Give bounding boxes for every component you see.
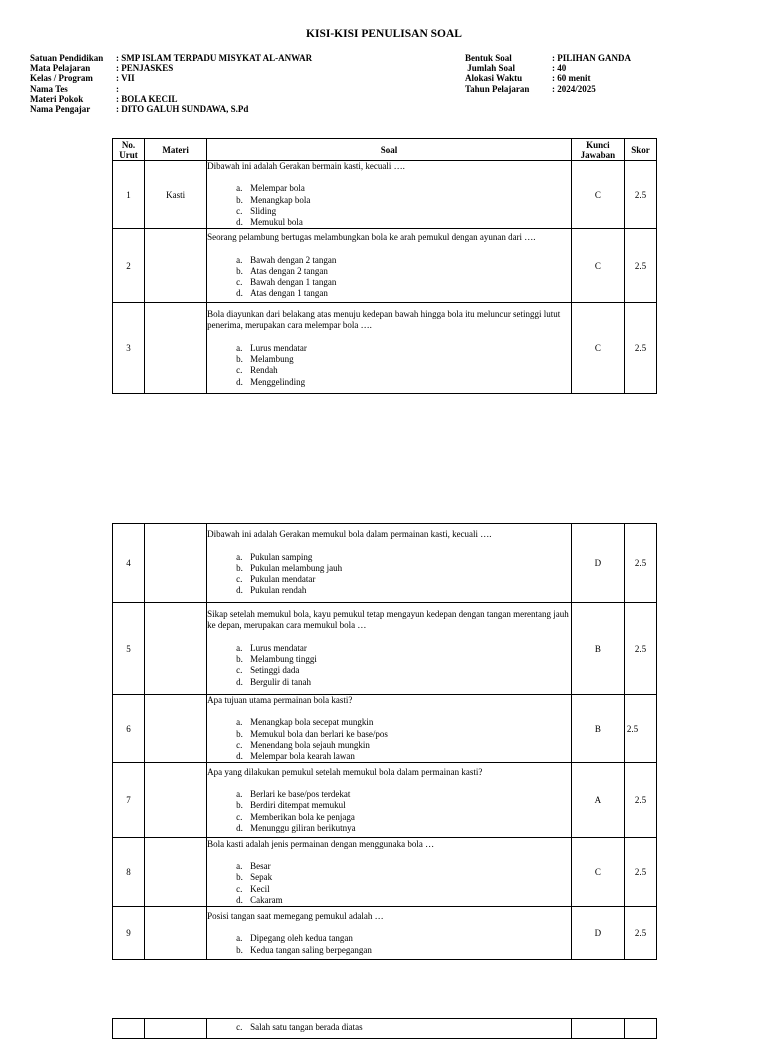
cell-key: C: [571, 303, 624, 394]
header-materi: Materi: [145, 139, 207, 161]
cell-no: 7: [113, 763, 145, 838]
option-letter: c.: [236, 205, 243, 216]
option-item: [236, 255, 571, 266]
option-item: [236, 585, 571, 596]
option-letter: a.: [236, 254, 243, 265]
header-kunci-line2: Jawaban: [580, 149, 616, 160]
cell-soal: [207, 303, 572, 394]
option-letter: b.: [236, 562, 243, 573]
cell-skor: 2.5: [624, 524, 656, 603]
option-item: [236, 823, 571, 834]
meta-row: [30, 94, 312, 104]
option-text: Kedua tangan saling berpegangan: [250, 944, 372, 955]
cell-no: 3: [113, 303, 145, 394]
meta-row: [465, 63, 631, 73]
option-letter: c.: [236, 1022, 243, 1033]
option-list: [207, 717, 571, 762]
meta-value: : 40: [552, 63, 567, 74]
option-letter: a.: [236, 933, 243, 944]
option-item: [236, 872, 571, 883]
spacer: [207, 244, 571, 255]
question-stem: Dibawah ini adalah Gerakan memukul bola dalam permainan kasti, kecuali ….: [207, 529, 492, 540]
question-table-page2: [112, 523, 657, 960]
option-text: Besar: [250, 861, 271, 872]
meta-value: : SMP ISLAM TERPADU MISYKAT AL-ANWAR: [116, 53, 313, 63]
option-letter: d.: [236, 894, 243, 905]
cell-key: B: [571, 695, 624, 763]
meta-value: : PILIHAN GANDA: [552, 53, 632, 63]
option-list: [207, 552, 571, 597]
option-text: Pukulan mendatar: [250, 574, 316, 585]
cell-no: 2: [113, 229, 145, 303]
option-text: Menggelinding: [250, 376, 306, 387]
meta-label: Alokasi Waktu: [465, 73, 523, 84]
option-item: [236, 751, 571, 762]
option-text: Berlari ke base/pos terdekat: [250, 789, 351, 800]
option-text: Dipegang oleh kedua tangan: [250, 933, 353, 944]
option-text: Setinggi dada: [250, 665, 300, 676]
option-item: [236, 800, 571, 811]
option-letter: d.: [236, 676, 243, 687]
cell-soal: [207, 907, 572, 960]
option-item: [236, 183, 571, 194]
question-stem: Bola diayunkan dari belakang atas menuju kedepan bawah hingga bola itu meluncur setinggi lutut penerima, merupakan cara melempar bola ….: [207, 309, 561, 331]
spacer: [207, 632, 571, 643]
option-letter: c.: [236, 665, 243, 676]
option-item: [236, 740, 571, 751]
option-letter: b.: [236, 944, 243, 955]
spacer: [207, 922, 571, 933]
cell-skor: 2.5: [624, 695, 656, 763]
option-text: Melambung tinggi: [250, 654, 317, 664]
option-text: Sepak: [250, 872, 273, 883]
meta-right: [465, 53, 631, 94]
cell-materi: [145, 1019, 207, 1039]
meta-row: [30, 63, 312, 73]
option-item: [236, 266, 571, 277]
cell-skor: 2.5: [624, 907, 656, 960]
meta-row: [30, 53, 312, 63]
option-item: [236, 1022, 571, 1033]
meta-row: [465, 84, 631, 94]
option-item: [236, 365, 571, 376]
option-item: [236, 933, 571, 944]
meta-row: [465, 73, 631, 83]
table-row: [113, 907, 657, 960]
question-stem: Dibawah ini adalah Gerakan bermain kasti, kecuali ….: [207, 161, 405, 171]
meta-value: : VII: [116, 73, 135, 84]
cell-key: C: [571, 229, 624, 303]
option-letter: b.: [236, 872, 243, 883]
option-text: Rendah: [250, 365, 278, 376]
meta-label: Jumlah Soal: [465, 63, 516, 74]
cell-skor: [624, 1019, 656, 1039]
cell-materi: [145, 603, 207, 695]
cell-soal: [207, 763, 572, 838]
spacer: [207, 541, 571, 552]
header-soal: Soal: [207, 139, 572, 161]
meta-row: [465, 53, 631, 63]
option-letter: a.: [236, 717, 243, 728]
meta-left: [30, 53, 312, 114]
option-item: [236, 354, 571, 365]
option-text: Sliding: [250, 205, 277, 216]
question-table-page3: [112, 1018, 657, 1039]
option-letter: c.: [236, 277, 243, 288]
option-item: [236, 895, 571, 906]
option-item: [236, 277, 571, 288]
cell-materi: [145, 524, 207, 603]
option-letter: a.: [236, 789, 243, 800]
option-list: [207, 1022, 571, 1033]
option-letter: a.: [236, 642, 243, 653]
option-text: Kecil: [250, 883, 270, 894]
option-item: [236, 812, 571, 823]
meta-row: [30, 73, 312, 83]
option-letter: c.: [236, 365, 243, 376]
option-letter: d.: [236, 822, 243, 833]
question-stem: Posisi tangan saat memegang pemukul adalah …: [207, 911, 384, 922]
cell-key: [571, 1019, 624, 1039]
option-letter: b.: [236, 194, 243, 205]
meta-label: Kelas / Program: [30, 73, 93, 84]
option-item: [236, 288, 571, 299]
option-item: [236, 729, 571, 740]
option-text: Melempar bola: [250, 183, 305, 194]
meta-value: : PENJASKES: [116, 63, 174, 74]
spacer: [207, 706, 571, 717]
meta-value: : BOLA KECIL: [116, 93, 178, 104]
option-item: [236, 217, 571, 228]
table-row: [113, 161, 657, 229]
option-letter: d.: [236, 585, 243, 596]
option-text: Menangkap bola: [250, 194, 311, 205]
spacer: [207, 172, 571, 183]
option-letter: b.: [236, 800, 243, 811]
cell-key: A: [571, 763, 624, 838]
cell-no: 6: [113, 695, 145, 763]
meta-row: [30, 84, 312, 94]
cell-key: D: [571, 907, 624, 960]
option-list: [207, 861, 571, 906]
option-text: Atas dengan 2 tangan: [250, 265, 328, 276]
option-item: [236, 574, 571, 585]
option-text: Melambung: [250, 353, 294, 364]
option-list: [207, 643, 571, 688]
cell-soal: [207, 161, 572, 229]
header-kunci: [571, 139, 624, 161]
option-list: [207, 183, 571, 228]
table-row: [113, 838, 657, 907]
cell-soal: [207, 603, 572, 695]
option-text: Memukul bola: [250, 217, 303, 228]
table-row: [113, 229, 657, 303]
meta-label: Nama Pengajar: [30, 104, 91, 115]
option-text: Atas dengan 1 tangan: [250, 288, 328, 299]
cell-soal: [207, 1019, 572, 1039]
option-item: [236, 945, 571, 956]
option-text: Bawah dengan 1 tangan: [250, 277, 337, 288]
meta-label: Nama Tes: [30, 83, 68, 94]
cell-skor: 2.5: [624, 603, 656, 695]
option-text: Memukul bola dan berlari ke base/pos: [250, 728, 388, 739]
meta-label: Satuan Pendidikan: [30, 53, 104, 63]
cell-materi: Kasti: [145, 161, 207, 229]
option-list: [207, 933, 571, 956]
table-row: [113, 524, 657, 603]
question-stem: Seorang pelambung bertugas melambungkan bola ke arah pemukul dengan ayunan dari ….: [207, 232, 536, 243]
cell-no: 9: [113, 907, 145, 960]
header-skor: Skor: [624, 139, 656, 161]
option-letter: d.: [236, 217, 243, 228]
option-text: Memberikan bola ke penjaga: [250, 811, 355, 822]
option-text: Salah satu tangan berada diatas: [250, 1022, 363, 1033]
meta-label: Materi Pokok: [30, 93, 84, 104]
option-letter: d.: [236, 376, 243, 387]
option-letter: c.: [236, 739, 243, 750]
cell-no: 5: [113, 603, 145, 695]
meta-label: Bentuk Soal: [465, 53, 512, 63]
option-item: [236, 643, 571, 654]
header-no: [113, 139, 145, 161]
cell-no: [113, 1019, 145, 1039]
cell-materi: [145, 763, 207, 838]
option-letter: b.: [236, 353, 243, 364]
meta-label: Tahun Pelajaran: [465, 83, 530, 94]
option-letter: a.: [236, 861, 243, 872]
option-text: Bawah dengan 2 tangan: [250, 254, 337, 265]
meta-row: [30, 104, 312, 114]
question-stem: Apa tujuan utama permainan bola kasti?: [207, 695, 353, 705]
spacer: [207, 332, 571, 343]
option-letter: a.: [236, 183, 243, 194]
meta-value: : 60 menit: [552, 73, 591, 84]
option-list: [207, 255, 571, 300]
meta-value: :: [116, 83, 119, 94]
option-text: Bergulir di tanah: [250, 676, 311, 687]
option-list: [207, 343, 571, 388]
option-letter: a.: [236, 551, 243, 562]
meta-label: Mata Pelajaran: [30, 63, 91, 74]
option-item: [236, 343, 571, 354]
option-item: [236, 665, 571, 676]
option-text: Lurus mendatar: [250, 642, 307, 653]
cell-materi: [145, 695, 207, 763]
cell-skor: 2.5: [624, 763, 656, 838]
option-text: Melempar bola kearah lawan: [250, 751, 355, 762]
option-item: [236, 677, 571, 688]
option-letter: c.: [236, 811, 243, 822]
option-text: Pukulan rendah: [250, 585, 307, 596]
cell-skor: 2.5: [624, 161, 656, 229]
cell-no: 1: [113, 161, 145, 229]
option-item: [236, 861, 571, 872]
question-stem: Apa yang dilakukan pemukul setelah memukul bola dalam permainan kasti?: [207, 766, 483, 777]
option-text: Pukulan samping: [250, 551, 313, 562]
option-letter: d.: [236, 288, 243, 299]
table-row: [113, 695, 657, 763]
cell-materi: [145, 838, 207, 907]
option-letter: b.: [236, 654, 243, 664]
cell-materi: [145, 229, 207, 303]
option-item: [236, 884, 571, 895]
option-letter: d.: [236, 751, 243, 762]
meta-value: : DITO GALUH SUNDAWA, S.Pd: [116, 104, 249, 115]
question-stem: Bola kasti adalah jenis permainan dengan menggunaka bola …: [207, 838, 435, 849]
option-letter: a.: [236, 342, 243, 353]
cell-soal: [207, 695, 572, 763]
option-letter: c.: [236, 883, 243, 894]
option-letter: b.: [236, 728, 243, 739]
cell-no: 4: [113, 524, 145, 603]
option-text: Pukulan melambung jauh: [250, 562, 343, 573]
option-item: [236, 789, 571, 800]
option-item: [236, 552, 571, 563]
header-no-line1: No.: [121, 139, 136, 150]
option-text: Menendang bola sejauh mungkin: [250, 739, 370, 750]
header-no-line2: Urut: [119, 149, 138, 160]
table-row: [113, 763, 657, 838]
cell-soal: [207, 838, 572, 907]
option-text: Lurus mendatar: [250, 342, 307, 353]
table-row: [113, 1019, 657, 1039]
meta-value: : 2024/2025: [552, 83, 596, 94]
cell-materi: [145, 907, 207, 960]
document-title: KISI-KISI PENULISAN SOAL: [306, 28, 462, 40]
cell-key: C: [571, 161, 624, 229]
option-letter: c.: [236, 574, 243, 585]
option-item: [236, 654, 571, 665]
option-item: [236, 563, 571, 574]
cell-no: 8: [113, 838, 145, 907]
cell-skor: 2.5: [624, 838, 656, 907]
table-header-row: [113, 139, 657, 161]
cell-soal: [207, 229, 572, 303]
cell-key: B: [571, 603, 624, 695]
cell-key: C: [571, 838, 624, 907]
option-text: Berdiri ditempat memukul: [250, 800, 346, 811]
table-row: [113, 603, 657, 695]
cell-key: D: [571, 524, 624, 603]
cell-skor: 2.5: [624, 229, 656, 303]
option-item: [236, 206, 571, 217]
cell-soal: [207, 524, 572, 603]
spacer: [207, 778, 571, 789]
option-text: Menangkap bola secepat mungkin: [250, 717, 374, 728]
option-item: [236, 195, 571, 206]
option-list: [207, 789, 571, 834]
spacer: [207, 850, 571, 861]
cell-skor: 2.5: [624, 303, 656, 394]
header-kunci-line1: Kunci: [586, 139, 610, 150]
table-row: [113, 303, 657, 394]
option-item: [236, 717, 571, 728]
cell-materi: [145, 303, 207, 394]
option-text: Cakaram: [250, 894, 283, 905]
option-letter: b.: [236, 265, 243, 276]
option-text: Menunggu giliran berikutnya: [250, 822, 356, 833]
question-stem: Sikap setelah memukul bola, kayu pemukul tetap mengayun kedepan dengan tangan merentang jauh ke depan, merupakan cara memukul bola …: [207, 609, 569, 631]
question-table-page1: [112, 138, 657, 394]
option-item: [236, 377, 571, 388]
